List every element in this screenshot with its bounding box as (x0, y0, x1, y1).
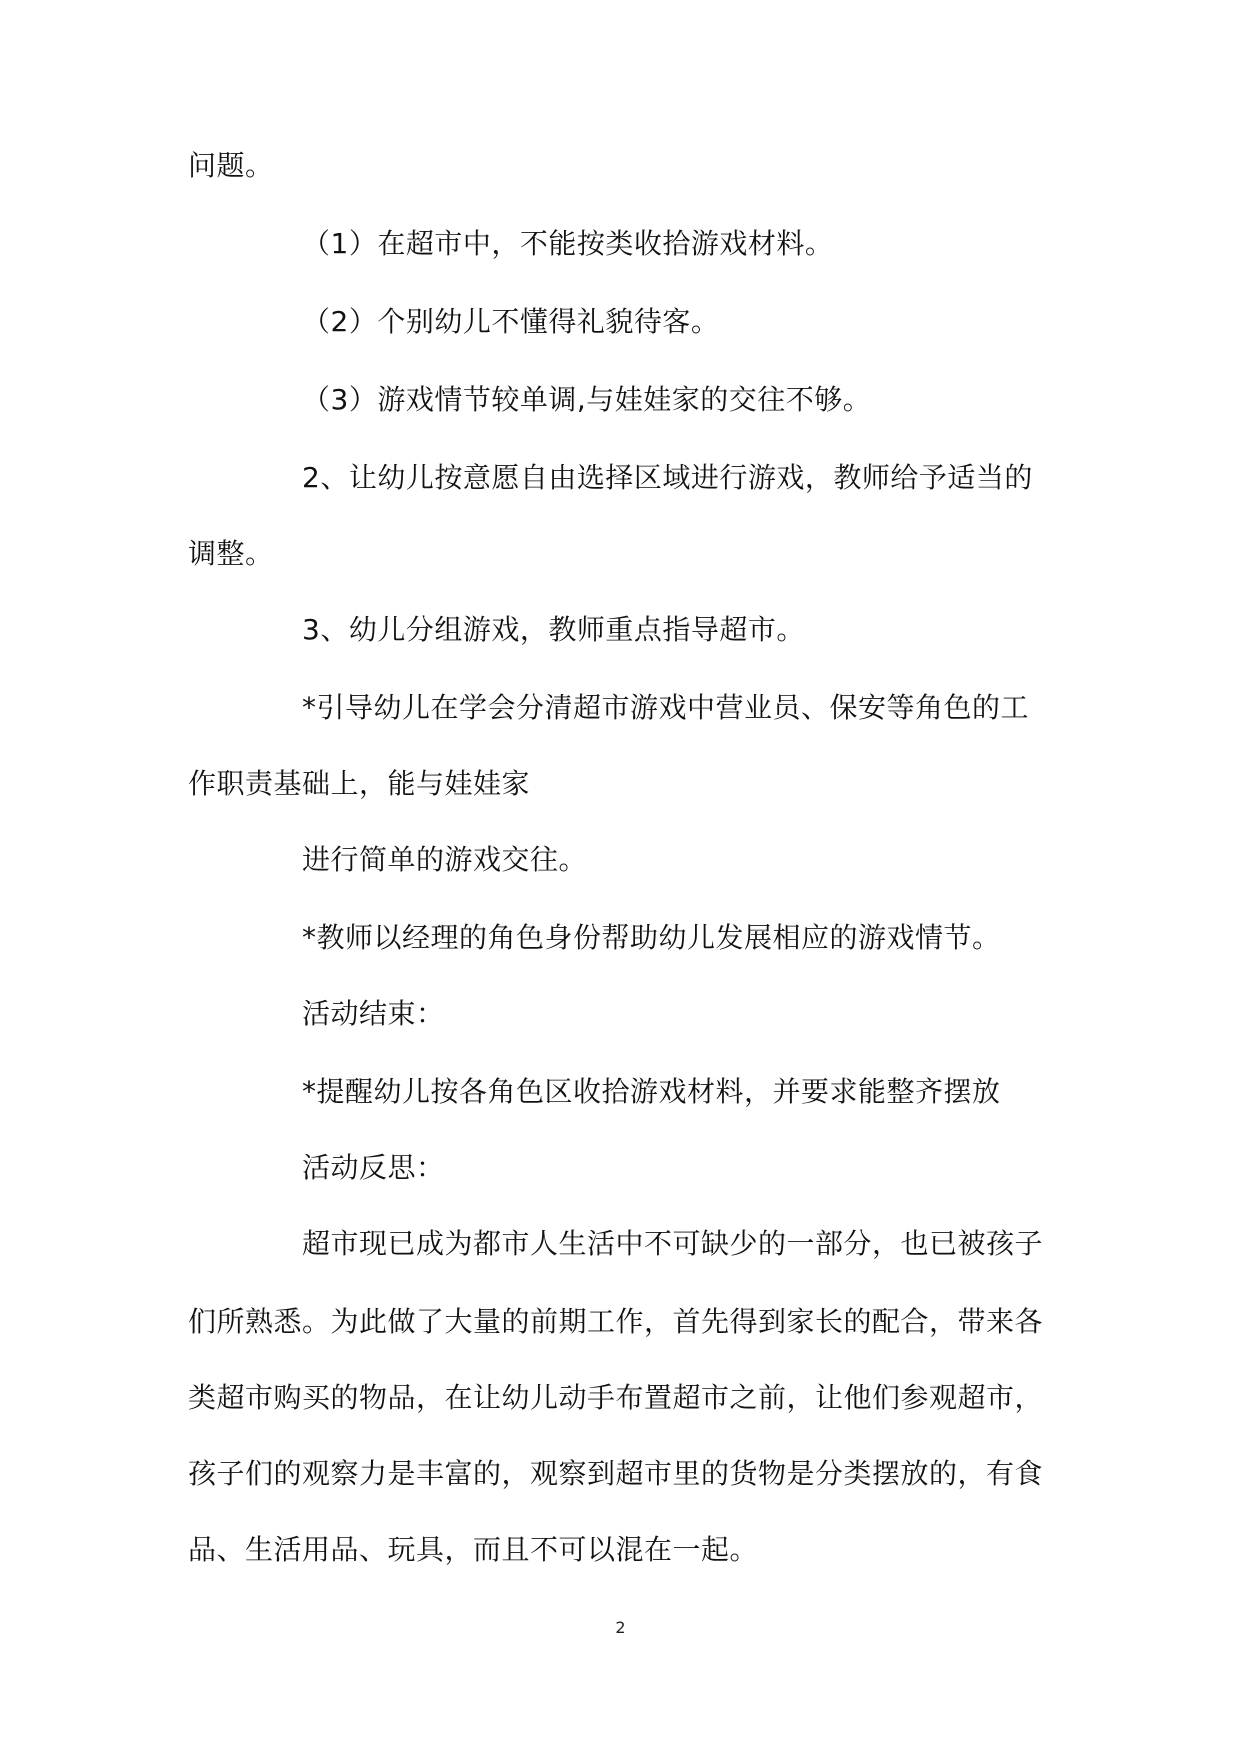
text-line-11: *教师以经理的角色身份帮助幼儿发展相应的游戏情节。 (302, 921, 1001, 954)
text-line-2: （1）在超市中，不能按类收拾游戏材料。 (302, 227, 834, 260)
text-line-16: 们所熟悉。为此做了大量的前期工作，首先得到家长的配合，带来各 (188, 1305, 1044, 1338)
text-line-18: 孩子们的观察力是丰富的，观察到超市里的货物是分类摆放的，有食 (188, 1457, 1044, 1490)
text-line-15: 超市现已成为都市人生活中不可缺少的一部分，也已被孩子 (302, 1227, 1044, 1260)
text-line-12: 活动结束： (302, 997, 445, 1030)
text-line-19: 品、生活用品、玩具，而且不可以混在一起。 (188, 1533, 759, 1566)
text-line-17: 类超市购买的物品，在让幼儿动手布置超市之前，让他们参观超市， (188, 1381, 1044, 1414)
text-line-3: （2）个别幼儿不懂得礼貌待客。 (302, 305, 720, 338)
text-line-4: （3）游戏情节较单调,与娃娃家的交往不够。 (302, 383, 872, 416)
page-number: 2 (615, 1618, 626, 1637)
text-line-8: *引导幼儿在学会分清超市游戏中营业员、保安等角色的工 (302, 691, 1030, 724)
text-line-5: 2、让幼儿按意愿自由选择区域进行游戏，教师给予适当的 (302, 461, 1033, 494)
text-line-1: 问题。 (188, 149, 274, 182)
text-line-7: 3、幼儿分组游戏，教师重点指导超市。 (302, 613, 805, 646)
text-line-14: 活动反思： (302, 1151, 445, 1184)
text-line-10: 进行简单的游戏交往。 (302, 843, 588, 876)
text-line-6: 调整。 (188, 537, 274, 570)
text-line-9: 作职责基础上，能与娃娃家 (188, 767, 531, 800)
text-line-13: *提醒幼儿按各角色区收拾游戏材料，并要求能整齐摆放 (302, 1075, 1001, 1108)
